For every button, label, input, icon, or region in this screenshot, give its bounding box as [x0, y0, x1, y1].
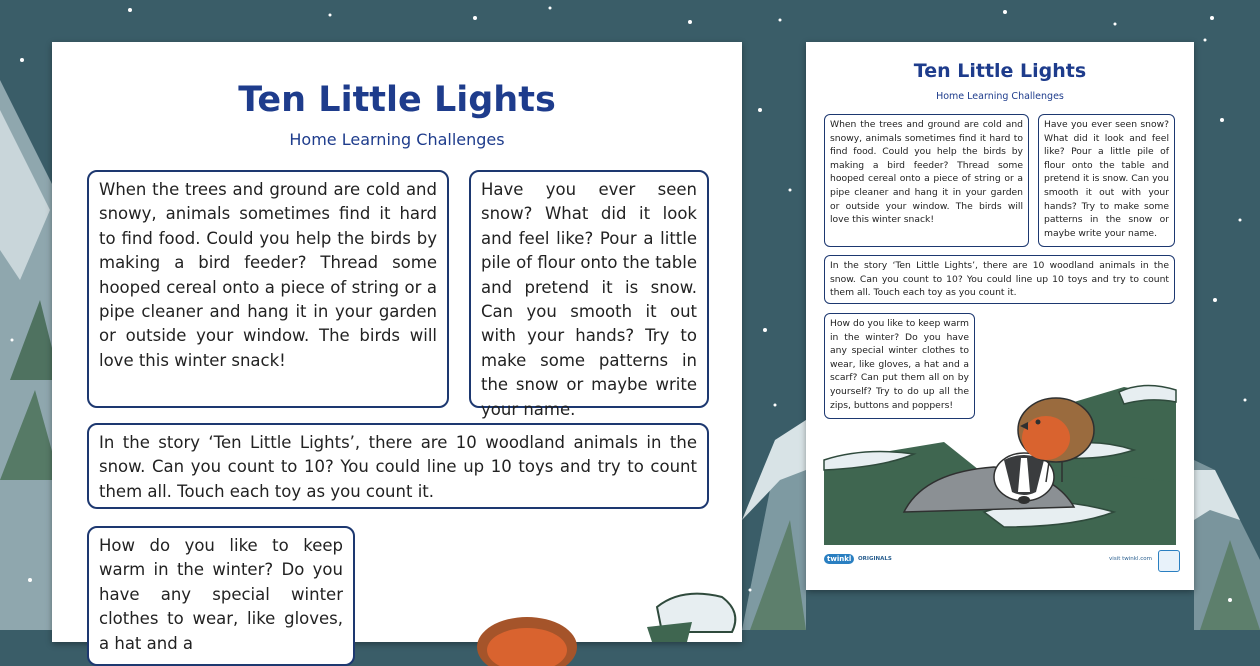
originals-label: ORIGINALS — [858, 556, 892, 562]
keep-warm-challenge: How do you like to keep warm in the winter? Do you have any special winter clothes to wear, like gloves, a hat and a — [87, 526, 355, 666]
robin-badger-illustration — [824, 342, 1176, 545]
bird-feeder-challenge: When the trees and ground are cold and snowy, animals sometimes find it hard to find food. Could you help the birds by making a bird feeder? Thread some hooped cereal onto a piece of string or a pipe cleaner and hang it in your garden or outside your window. The birds will love this winter snack! — [87, 170, 449, 408]
footer-url[interactable]: visit twinkl.com — [1109, 556, 1152, 562]
small-keep-warm-challenge: How do you like to keep warm in the winter? Do you have any special winter clothes to wear, like gloves, a hat and a scarf? Can put them all on by yourself? Try to do up all the zips, buttons and poppers! — [824, 313, 975, 419]
twinkl-logo: twinkl — [824, 554, 854, 564]
counting-challenge: In the story ‘Ten Little Lights’, there are 10 woodland animals in the snow. Can you count to 10? You could line up 10 toys and try to count them all. Touch each toy as you count it. — [87, 423, 709, 509]
small-page-title: Ten Little Lights — [913, 60, 1087, 82]
page-subtitle: Home Learning Challenges — [289, 130, 505, 149]
snow-challenge: Have you ever seen snow? What did it look and feel like? Pour a little pile of flour onto the table and pretend it is snow. Can you smooth it out with your hands? Try to make some patterns in the snow or maybe write your name. — [469, 170, 709, 408]
twinkl-badge-icon — [1158, 550, 1180, 572]
robin-illustration — [432, 572, 742, 642]
small-counting-challenge: In the story ‘Ten Little Lights’, there are 10 woodland animals in the snow. Can you count to 10? You could line up 10 toys and try to count them all. Touch each toy as you count it. — [824, 255, 1175, 304]
page-title: Ten Little Lights — [238, 80, 556, 120]
small-bird-feeder-challenge: When the trees and ground are cold and snowy, animals sometimes find it hard to find food. Could you help the birds by making a bird feeder? Thread some hooped cereal onto a piece of string or a pipe cleaner and hang it in your garden or outside your window. The birds will love this winter snack! — [824, 114, 1029, 247]
worksheet-large — [52, 42, 742, 653]
small-page-subtitle: Home Learning Challenges — [936, 91, 1064, 102]
worksheet-small — [806, 42, 1194, 590]
small-snow-challenge: Have you ever seen snow? What did it look and feel like? Pour a little pile of flour onto the table and pretend it is snow. Can you smooth it out with your hands? Try to make some patterns in the snow or maybe write your name. — [1038, 114, 1175, 247]
